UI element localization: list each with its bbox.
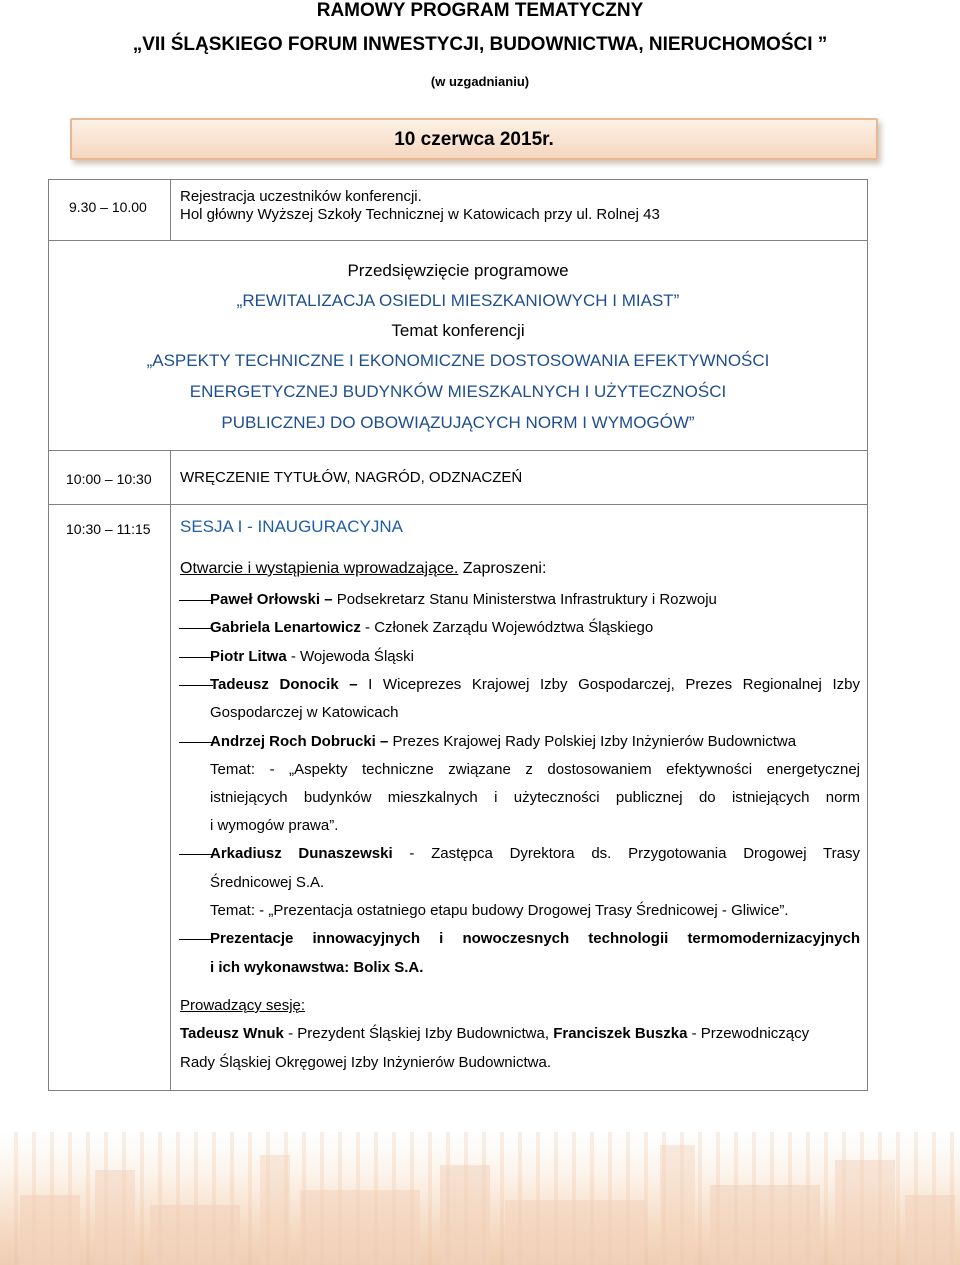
time-slot: 9.30 – 10.00 (69, 199, 147, 215)
list-dash (179, 939, 213, 940)
program-table (48, 179, 868, 1091)
event-date: 10 czerwca 2015r. (70, 118, 878, 160)
speaker-item: Paweł Orłowski – Podsekretarz Stanu Ministerstwa Infrastruktury i Rozwoju (210, 591, 717, 608)
speaker-topic: Temat: - „Aspekty techniczne związane z dostosowaniem efektywności energetycznej (210, 761, 860, 778)
registration-location: Hol główny Wyższej Szkoły Technicznej w Katowicach przy ul. Rolnej 43 (180, 206, 660, 223)
speaker-topic: i wymogów prawa”. (210, 817, 339, 834)
session-intro: Otwarcie i wystąpienia wprowadzające. Zaproszeni: (180, 560, 547, 577)
speaker-item: Andrzej Roch Dobrucki – Prezes Krajowej Rady Polskiej Izby Inżynierów Budownictwa (210, 733, 797, 750)
session-title: SESJA I - INAUGURACYJNA (180, 517, 403, 536)
speaker-item: Gabriela Lenartowicz - Członek Zarządu Województwa Śląskiego (210, 619, 654, 636)
time-slot: 10:00 – 10:30 (66, 471, 152, 487)
chair-persons: Tadeusz Wnuk - Prezydent Śląskiej Izby Budownictwa, Franciszek Buszka - Przewodniczący (180, 1025, 810, 1042)
time-slot: 10:30 – 11:15 (66, 521, 151, 537)
speaker-topic: istniejących budynków mieszkalnych i użyteczności publicznej do istniejących norm (210, 789, 860, 806)
list-dash (179, 685, 213, 686)
city-skyline-image (0, 1132, 960, 1265)
row-divider (49, 450, 867, 451)
topic-line: „ASPEKTY TECHNICZNE I EKONOMICZNE DOSTOSOWANIA EFEKTYWNOŚCI (146, 351, 770, 370)
chair-persons-cont: Rady Śląskiej Okręgowej Izby Inżynierów Budownictwa. (180, 1054, 551, 1071)
speaker-item: Arkadiusz Dunaszewski - Zastępca Dyrektora ds. Przygotowania Drogowej Trasy (210, 845, 860, 862)
registration-text: Rejestracja uczestników konferencji. (180, 188, 422, 205)
awards-text: WRĘCZENIE TYTUŁÓW, NAGRÓD, ODZNACZEŃ (180, 469, 523, 486)
topic-line: ENERGETYCZNEJ BUDYNKÓW MIESZKALNYCH I UŻYTECZNOŚCI (189, 382, 727, 401)
list-dash (179, 742, 213, 743)
presentation-item-cont: i ich wykonawstwa: Bolix S.A. (210, 959, 424, 976)
row-divider (49, 240, 867, 241)
column-divider (170, 180, 171, 240)
list-dash (179, 657, 213, 658)
speaker-item-cont: Gospodarczej w Katowicach (210, 704, 399, 721)
speaker-item-cont: Średnicowej S.A. (210, 874, 325, 891)
forum-title: „VII ŚLĄSKIEGO FORUM INWESTYCJI, BUDOWNICTWA, NIERUCHOMOŚCI ” (132, 34, 828, 55)
topic-line: PUBLICZNEJ DO OBOWIĄZUJĄCYCH NORM I WYMOGÓW” (221, 413, 695, 432)
presentation-item: Prezentacje innowacyjnych i nowoczesnych technologii termomodernizacyjnych (210, 930, 860, 947)
list-dash (179, 854, 213, 855)
chair-label: Prowadzący sesję: (180, 997, 306, 1014)
row-divider (49, 504, 867, 505)
list-dash (179, 628, 213, 629)
speaker-topic: Temat: - „Prezentacja ostatniego etapu budowy Drogowej Trasy Średnicowej - Gliwice”. (210, 902, 789, 919)
column-divider (170, 450, 171, 1090)
status-note: (w uzgadnianiu) (430, 74, 530, 89)
speaker-item: Piotr Litwa - Wojewoda Śląski (210, 648, 414, 665)
program-name: „REWITALIZACJA OSIEDLI MIESZKANIOWYCH I MIAST” (236, 291, 680, 310)
document-title: RAMOWY PROGRAM TEMATYCZNY (316, 0, 644, 21)
speaker-item: Tadeusz Donocik – I Wiceprezes Krajowej Izby Gospodarczej, Prezes Regionalnej Izby (210, 676, 860, 693)
topic-label: Temat konferencji (391, 321, 525, 340)
program-label: Przedsięwzięcie programowe (347, 261, 569, 280)
list-dash (179, 600, 213, 601)
